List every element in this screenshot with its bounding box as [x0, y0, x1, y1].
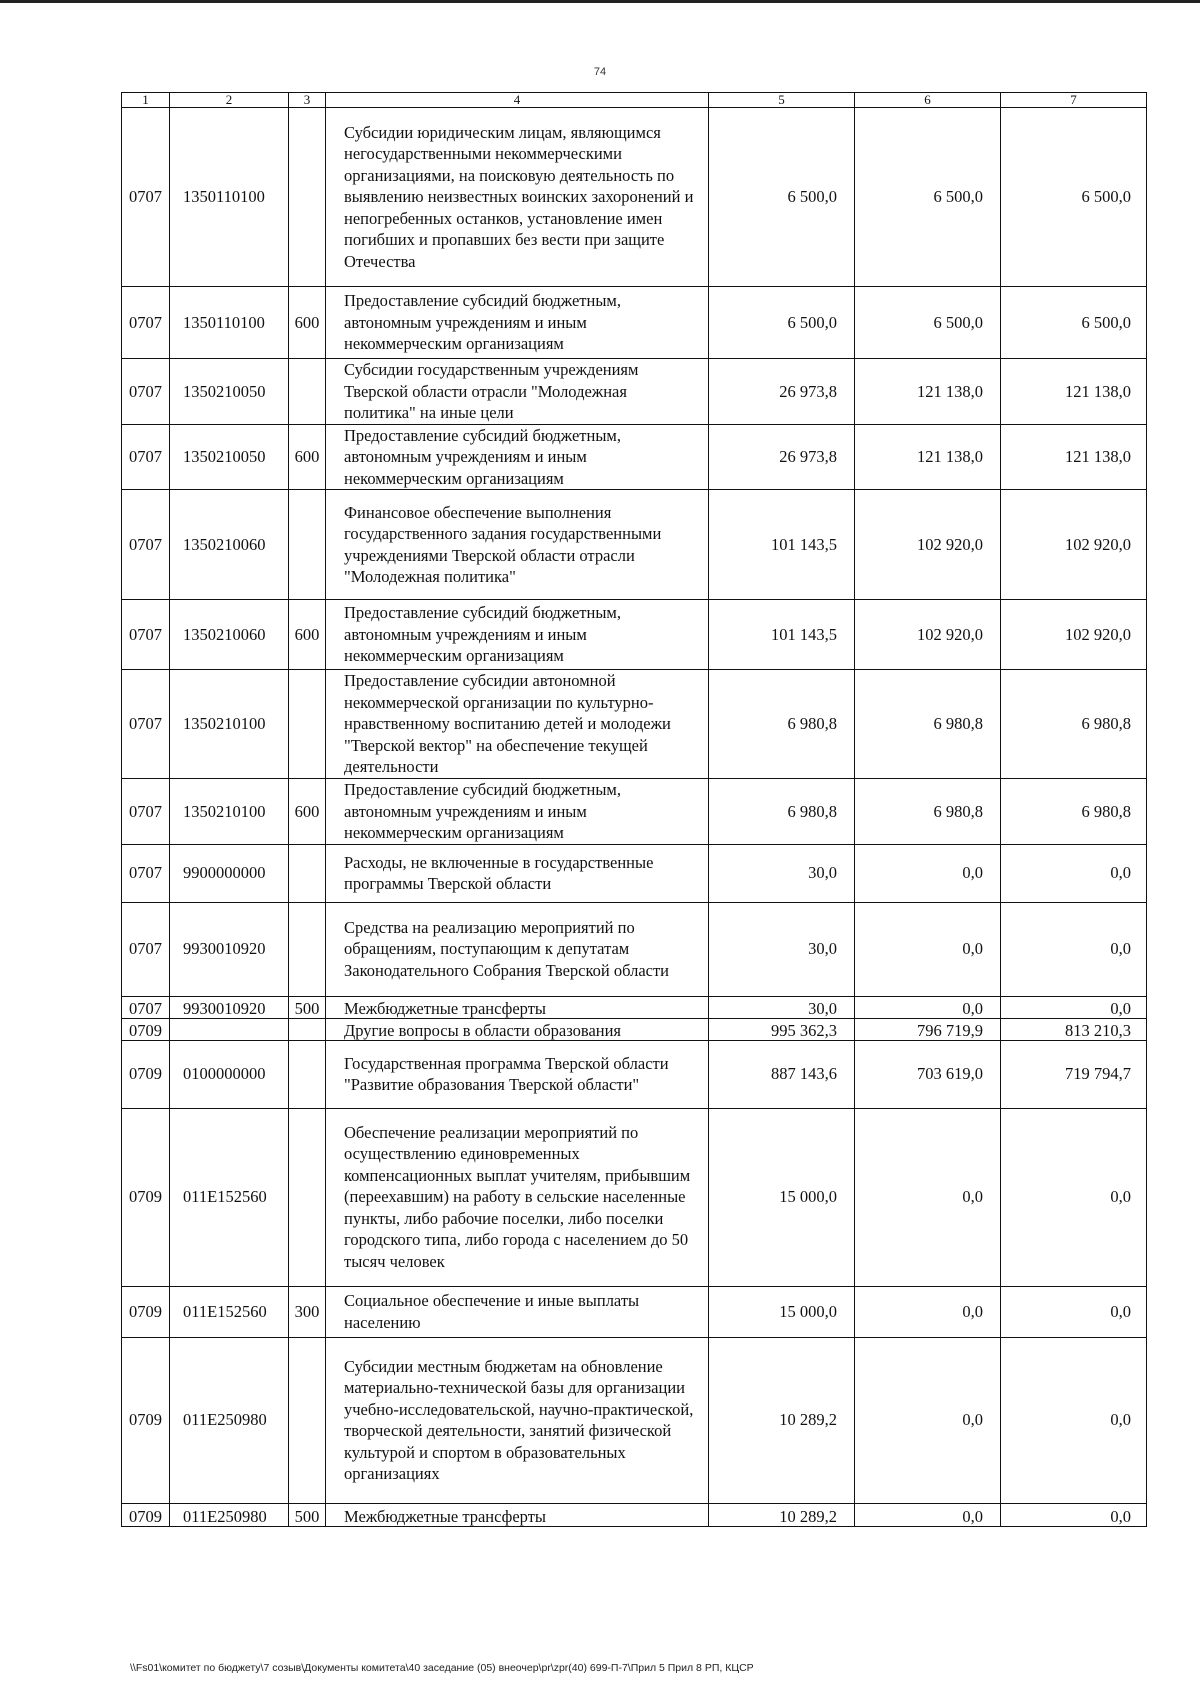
expense-name: Социальное обеспечение и иные выплаты населению	[326, 1286, 709, 1337]
amount-col7: 0,0	[1001, 1108, 1147, 1286]
table-row	[122, 996, 1147, 1018]
column-number-row	[122, 93, 1147, 108]
expense-name: Предоставление субсидий бюджетным, автономным учреждениям и иным некоммерческим организациям	[326, 779, 709, 845]
expense-name: Субсидии местным бюджетам на обновление материально-технической базы для организации учебно-исследовательской, научно-практической, творческой деятельности, занятий физической культурой и спортом в образовательных организациях	[326, 1337, 709, 1503]
amount-col7: 102 920,0	[1001, 490, 1147, 600]
amount-col6: 121 138,0	[855, 359, 1001, 425]
target-article-code: 011E250980	[170, 1337, 289, 1503]
expense-name: Предоставление субсидии автономной некоммерческой организации по культурно-нравственному воспитанию детей и молодежи "Тверской вектор" на обеспечение текущей деятельности	[326, 670, 709, 779]
expense-type-code	[289, 1040, 326, 1108]
table-row	[122, 902, 1147, 996]
column-number: 2	[170, 93, 289, 108]
section-code: 0709	[122, 1018, 170, 1040]
amount-col5: 101 143,5	[709, 600, 855, 670]
budget-table	[121, 92, 1147, 1527]
expense-name: Обеспечение реализации мероприятий по осуществлению единовременных компенсационных выплат учителям, прибывшим (переехавшим) на работу в сельские населенные пункты, либо рабочие поселки, либо поселки городского типа, либо города с населением до 50 тысяч человек	[326, 1108, 709, 1286]
expense-name: Расходы, не включенные в государственные программы Тверской области	[326, 844, 709, 902]
expense-type-code	[289, 1108, 326, 1286]
amount-col5: 6 980,8	[709, 670, 855, 779]
amount-col7: 0,0	[1001, 1286, 1147, 1337]
expense-name: Финансовое обеспечение выполнения государственного задания государственными учреждениями Тверской области отрасли "Молодежная политика"	[326, 490, 709, 600]
expense-type-code: 600	[289, 424, 326, 490]
table-row	[122, 1286, 1147, 1337]
amount-col7: 6 500,0	[1001, 287, 1147, 359]
column-number: 4	[326, 93, 709, 108]
amount-col6: 796 719,9	[855, 1018, 1001, 1040]
expense-name: Предоставление субсидий бюджетным, автономным учреждениям и иным некоммерческим организациям	[326, 287, 709, 359]
expense-name: Другие вопросы в области образования	[326, 1018, 709, 1040]
section-code: 0709	[122, 1503, 170, 1526]
section-code: 0707	[122, 424, 170, 490]
page-top-border	[0, 0, 1200, 3]
amount-col7: 6 980,8	[1001, 670, 1147, 779]
section-code: 0707	[122, 996, 170, 1018]
table-row	[122, 1108, 1147, 1286]
target-article-code: 1350210060	[170, 490, 289, 600]
expense-name: Межбюджетные трансферты	[326, 1503, 709, 1526]
section-code: 0707	[122, 902, 170, 996]
target-article-code	[170, 1018, 289, 1040]
amount-col6: 0,0	[855, 844, 1001, 902]
amount-col5: 10 289,2	[709, 1503, 855, 1526]
section-code: 0707	[122, 600, 170, 670]
section-code: 0709	[122, 1337, 170, 1503]
amount-col5: 6 500,0	[709, 287, 855, 359]
expense-type-code: 600	[289, 600, 326, 670]
amount-col6: 0,0	[855, 1337, 1001, 1503]
target-article-code: 1350210050	[170, 359, 289, 425]
amount-col6: 6 500,0	[855, 108, 1001, 287]
column-number: 5	[709, 93, 855, 108]
target-article-code: 1350110100	[170, 287, 289, 359]
amount-col5: 995 362,3	[709, 1018, 855, 1040]
expense-name: Государственная программа Тверской области "Развитие образования Тверской области"	[326, 1040, 709, 1108]
expense-name: Предоставление субсидий бюджетным, автономным учреждениям и иным некоммерческим организациям	[326, 424, 709, 490]
section-code: 0709	[122, 1040, 170, 1108]
target-article-code: 011E250980	[170, 1503, 289, 1526]
amount-col6: 102 920,0	[855, 600, 1001, 670]
table-row	[122, 600, 1147, 670]
section-code: 0707	[122, 287, 170, 359]
table-row	[122, 1337, 1147, 1503]
expense-type-code	[289, 490, 326, 600]
table-row	[122, 844, 1147, 902]
expense-name: Субсидии юридическим лицам, являющимся негосударственными некоммерческими организациями, на поисковую деятельность по выявлению неизвестных воинских захоронений и непогребенных останков, установление имен погибших и пропавших без вести при защите Отечества	[326, 108, 709, 287]
amount-col6: 0,0	[855, 996, 1001, 1018]
amount-col5: 15 000,0	[709, 1108, 855, 1286]
amount-col5: 10 289,2	[709, 1337, 855, 1503]
section-code: 0707	[122, 844, 170, 902]
amount-col6: 102 920,0	[855, 490, 1001, 600]
expense-type-code	[289, 670, 326, 779]
target-article-code: 9900000000	[170, 844, 289, 902]
amount-col7: 0,0	[1001, 902, 1147, 996]
amount-col5: 6 980,8	[709, 779, 855, 845]
column-number: 3	[289, 93, 326, 108]
table-row	[122, 1018, 1147, 1040]
section-code: 0707	[122, 779, 170, 845]
target-article-code: 1350210060	[170, 600, 289, 670]
expense-type-code	[289, 108, 326, 287]
target-article-code: 9930010920	[170, 902, 289, 996]
amount-col7: 813 210,3	[1001, 1018, 1147, 1040]
expense-type-code: 300	[289, 1286, 326, 1337]
amount-col7: 0,0	[1001, 996, 1147, 1018]
section-code: 0707	[122, 670, 170, 779]
amount-col5: 101 143,5	[709, 490, 855, 600]
amount-col6: 121 138,0	[855, 424, 1001, 490]
page-number: 74	[593, 66, 607, 78]
amount-col7: 121 138,0	[1001, 359, 1147, 425]
expense-name: Средства на реализацию мероприятий по обращениям, поступающим к депутатам Законодательного Собрания Тверской области	[326, 902, 709, 996]
section-code: 0707	[122, 359, 170, 425]
amount-col7: 719 794,7	[1001, 1040, 1147, 1108]
section-code: 0709	[122, 1286, 170, 1337]
expense-type-code	[289, 844, 326, 902]
amount-col7: 121 138,0	[1001, 424, 1147, 490]
table-row	[122, 287, 1147, 359]
target-article-code: 1350210100	[170, 779, 289, 845]
amount-col6: 0,0	[855, 1286, 1001, 1337]
expense-type-code: 600	[289, 287, 326, 359]
target-article-code: 1350210100	[170, 670, 289, 779]
amount-col6: 6 980,8	[855, 670, 1001, 779]
budget-table-body	[122, 93, 1147, 1527]
table-row	[122, 1040, 1147, 1108]
table-row	[122, 490, 1147, 600]
expense-type-code: 500	[289, 1503, 326, 1526]
target-article-code: 011E152560	[170, 1286, 289, 1337]
amount-col6: 0,0	[855, 1503, 1001, 1526]
expense-type-code	[289, 1337, 326, 1503]
expense-type-code	[289, 359, 326, 425]
amount-col6: 6 980,8	[855, 779, 1001, 845]
column-number: 6	[855, 93, 1001, 108]
amount-col6: 6 500,0	[855, 287, 1001, 359]
amount-col5: 30,0	[709, 844, 855, 902]
amount-col7: 0,0	[1001, 1503, 1147, 1526]
expense-name: Межбюджетные трансферты	[326, 996, 709, 1018]
target-article-code: 1350110100	[170, 108, 289, 287]
amount-col7: 102 920,0	[1001, 600, 1147, 670]
expense-name: Субсидии государственным учреждениям Тверской области отрасли "Молодежная политика" на иные цели	[326, 359, 709, 425]
amount-col6: 703 619,0	[855, 1040, 1001, 1108]
amount-col5: 30,0	[709, 996, 855, 1018]
expense-type-code: 600	[289, 779, 326, 845]
amount-col6: 0,0	[855, 902, 1001, 996]
expense-type-code: 500	[289, 996, 326, 1018]
column-number: 1	[122, 93, 170, 108]
expense-name: Предоставление субсидий бюджетным, автономным учреждениям и иным некоммерческим организациям	[326, 600, 709, 670]
amount-col5: 887 143,6	[709, 1040, 855, 1108]
target-article-code: 1350210050	[170, 424, 289, 490]
section-code: 0707	[122, 108, 170, 287]
expense-type-code	[289, 1018, 326, 1040]
document-file-path: \\Fs01\комитет по бюджету\7 созыв\Документы комитета\40 заседание (05) внеочер\pr\zpr(40) 699-П-7\Прил 5 Прил 8 РП, КЦСР	[130, 1662, 754, 1674]
amount-col5: 6 500,0	[709, 108, 855, 287]
table-row	[122, 359, 1147, 425]
amount-col5: 26 973,8	[709, 359, 855, 425]
target-article-code: 0100000000	[170, 1040, 289, 1108]
target-article-code: 011E152560	[170, 1108, 289, 1286]
amount-col5: 15 000,0	[709, 1286, 855, 1337]
table-row	[122, 779, 1147, 845]
section-code: 0707	[122, 490, 170, 600]
table-row	[122, 670, 1147, 779]
amount-col7: 6 500,0	[1001, 108, 1147, 287]
amount-col7: 0,0	[1001, 844, 1147, 902]
section-code: 0709	[122, 1108, 170, 1286]
amount-col7: 6 980,8	[1001, 779, 1147, 845]
expense-type-code	[289, 902, 326, 996]
column-number: 7	[1001, 93, 1147, 108]
target-article-code: 9930010920	[170, 996, 289, 1018]
amount-col5: 30,0	[709, 902, 855, 996]
amount-col5: 26 973,8	[709, 424, 855, 490]
amount-col7: 0,0	[1001, 1337, 1147, 1503]
table-row	[122, 108, 1147, 287]
table-row	[122, 1503, 1147, 1526]
amount-col6: 0,0	[855, 1108, 1001, 1286]
table-row	[122, 424, 1147, 490]
